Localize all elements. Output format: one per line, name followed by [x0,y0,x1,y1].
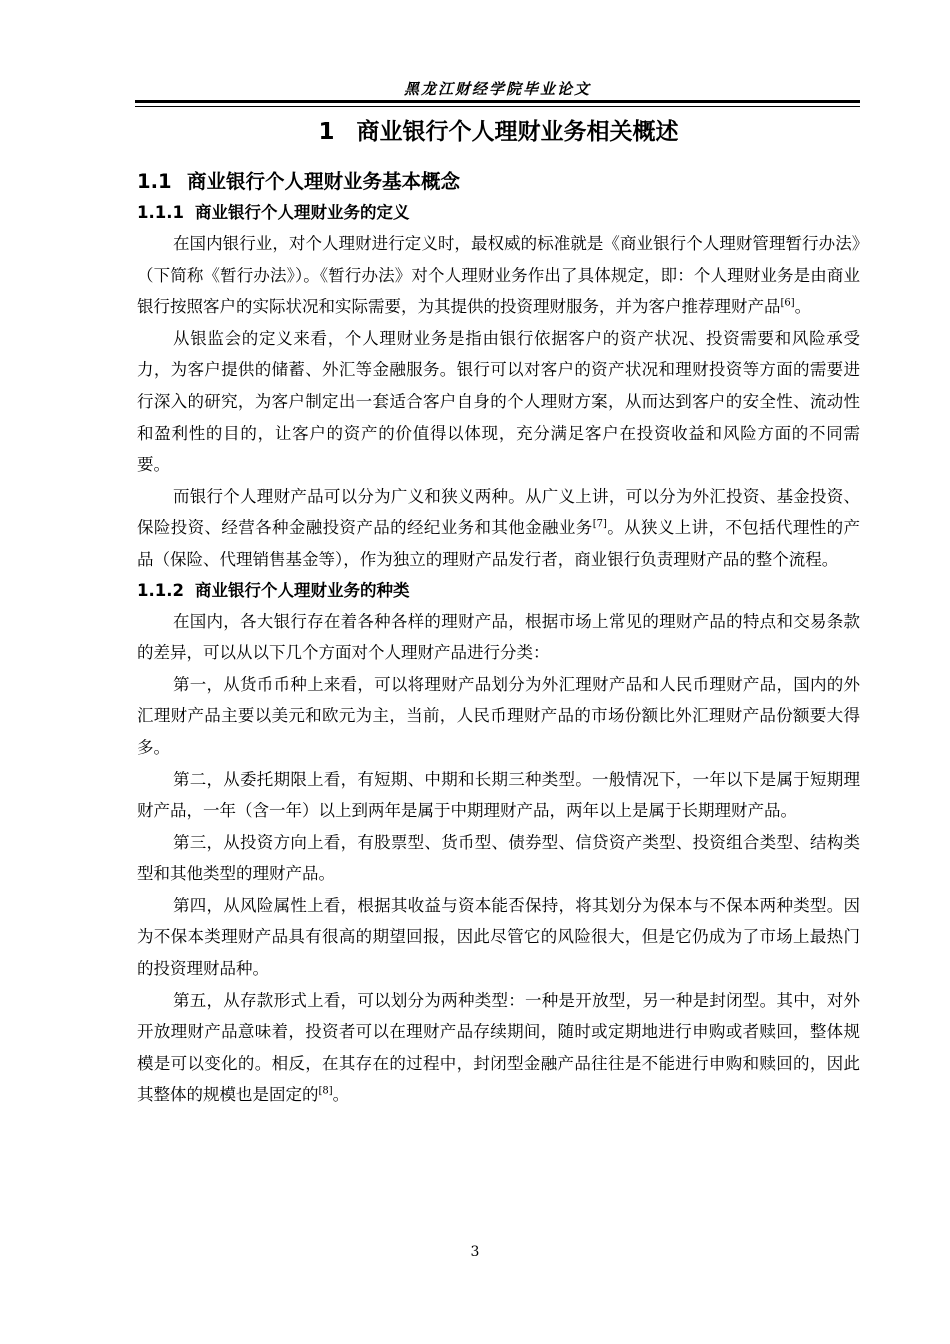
section-heading-1-1 [137,166,860,198]
page-content [137,112,860,1111]
subsection-title: 商业银行个人理财业务的种类 [195,580,410,600]
paragraph-types-direction: 第三，从投资方向上看，有股票型、货币型、债券型、信贷资产类型、投资组合类型、结构类型和其他类型的理财产品。 [137,832,860,884]
paragraph-definition-3 [137,481,860,576]
paragraph-text-end: 。 [332,1085,350,1105]
paragraph-types-term: 第二，从委托期限上看，有短期、中期和长期三种类型。一般情况下，一年以下是属于短期理财产品，一年（含一年）以上到两年是属于中期理财产品，两年以上是属于长期理财产品。 [137,769,860,821]
paragraph-definition-1 [137,228,860,323]
paragraph-types-currency: 第一，从货币币种上来看，可以将理财产品划分为外汇理财产品和人民币理财产品，国内的外汇理财产品主要以美元和欧元为主，当前，人民币理财产品的市场份额比外汇理财产品份额要大得多。 [137,674,860,757]
paragraph-types-risk: 第四，从风险属性上看，根据其收益与资本能否保持，将其划分为保本与不保本两种类型。因为不保本类理财产品具有很高的期望回报，因此尽管它的风险很大，但是它仍成为了市场上最热门的投资理财品种。 [137,895,860,979]
section-title: 商业银行个人理财业务基本概念 [187,170,461,193]
header-rule-thin [135,106,860,107]
paragraph-definition-2: 从银监会的定义来看，个人理财业务是指由银行依据客户的资产状况、投资需要和风险承受力，为客户提供的储蓄、外汇等金融服务。银行可以对客户的资产状况和理财投资等方面的需要进行深入的研究，为客户制定出一套适合客户自身的个人理财方案，从而达到客户的安全性、流动性和盈利性的目的，让客户的资产的价值得以体现，充分满足客户在投资收益和风险方面的不同需要。 [137,328,860,475]
chapter-heading [137,112,860,156]
subsection-heading-1-1-1 [137,198,860,228]
subsection-heading-1-1-2 [137,576,860,606]
header-rule-thick [135,100,860,103]
paragraph-text: 而银行个人理财产品可以分为广义和狭义两种。从广义上讲，可以分为外汇投资、基金投资、保险投资、经营各种金融投资产品的经纪业务和其他金融业务 [137,486,860,538]
paragraph-text: 第五，从存款形式上看，可以划分为两种类型：一种是开放型，另一种是封闭型。其中，对外开放理财产品意味着，投资者可以在理财产品存续期间，随时或定期地进行申购或者赎回，整体规模是可以变化的。相反，在其存在的过程中，封闭型金融产品往往是不能进行申购和赎回的，因此其整体的规模也是固定的 [137,990,860,1105]
page-number: 3 [470,1244,480,1260]
running-header: 黑龙江财经学院毕业论文 [403,80,591,98]
section-number: 1.1 [137,170,172,193]
chapter-number: 1 [318,119,335,145]
citation-ref: [6] [780,297,795,309]
paragraph-text: 在国内银行业，对个人理财进行定义时，最权威的标准就是《商业银行个人理财管理暂行办法》（下简称《暂行办法》）。《暂行办法》对个人理财业务作出了具体规定，即：个人理财业务是由商业银行按照客户的实际状况和实际需要，为其提供的投资理财服务，并为客户推荐理财产品 [137,234,860,317]
paragraph-text-end: 。 [794,297,812,317]
paragraph-text-end: 。从狭义上讲，不包括代理性的产品（保险、代理销售基金等），作为独立的理财产品发行者，商业银行负责理财产品的整个流程。 [137,518,861,569]
subsection-number: 1.1.2 [137,580,184,600]
citation-ref: [7] [592,518,607,530]
chapter-title: 商业银行个人理财业务相关概述 [356,119,679,145]
paragraph-types-intro: 在国内，各大银行存在着各种各样的理财产品，根据市场上常见的理财产品的特点和交易条款的差异，可以从以下几个方面对个人理财产品进行分类： [137,611,860,663]
paragraph-types-form [137,985,860,1111]
subsection-title: 商业银行个人理财业务的定义 [195,203,410,222]
citation-ref: [8] [318,1085,333,1097]
subsection-number: 1.1.1 [137,203,184,222]
